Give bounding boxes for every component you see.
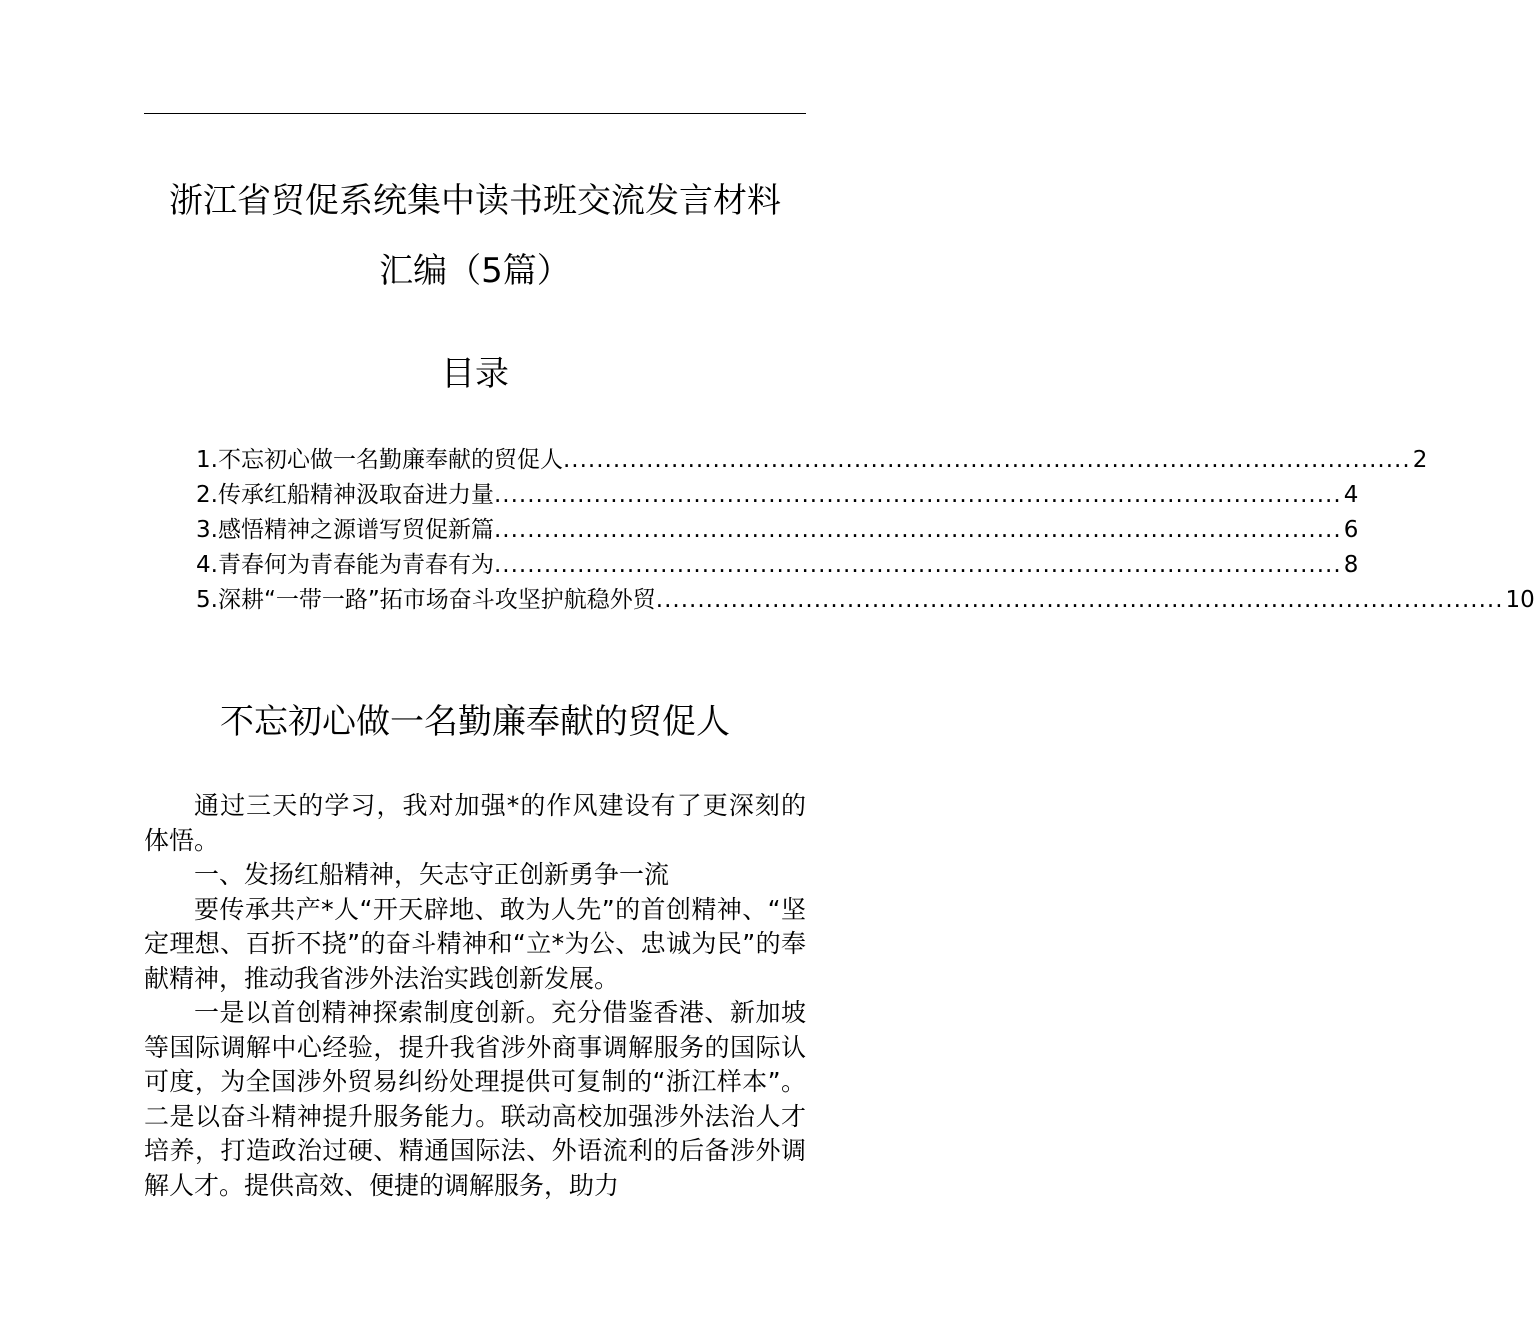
body-paragraph: 通过三天的学习，我对加强*的作风建设有了更深刻的体悟。 bbox=[144, 791, 806, 855]
toc-entry-title: 3.感悟精神之源谱写贸促新篇 bbox=[196, 517, 494, 543]
table-of-contents bbox=[196, 443, 1535, 618]
toc-entry[interactable] bbox=[196, 478, 1359, 513]
document-title-line-2: 汇编（5篇） bbox=[379, 251, 571, 291]
toc-entry-title: 4.青春何为青春能为青春有为 bbox=[196, 552, 494, 578]
toc-dot-leader: ...................................................................................................... bbox=[493, 482, 1342, 508]
toc-page-number: 2 bbox=[1412, 447, 1428, 473]
toc-entry[interactable] bbox=[196, 583, 1535, 618]
section-heading: 一、发扬红船精神，矢志守正创新勇争一流 bbox=[194, 860, 670, 889]
toc-dot-leader: ...................................................................................................... bbox=[562, 447, 1411, 473]
body-paragraph: 一是以首创精神探索制度创新。充分借鉴香港、新加坡等国际调解中心经验，提升我省涉外商事调解服务的国际认可度，为全国涉外贸易纠纷处理提供可复制的“浙江样本”。二是以奋斗精神提升服务能力。联动高校加强涉外法治人才培养，打造政治过硬、精通国际法、外语流利的后备涉外调解人才。提供高效、便捷的调解服务，助力 bbox=[144, 998, 806, 1200]
toc-page-number: 6 bbox=[1343, 517, 1359, 543]
toc-entry-title: 5.深耕“一带一路”拓市场奋斗攻坚护航稳外贸 bbox=[196, 587, 656, 613]
header-rule bbox=[144, 113, 806, 114]
toc-entry-title: 2.传承红船精神汲取奋进力量 bbox=[196, 482, 494, 508]
toc-entry[interactable] bbox=[196, 443, 1428, 478]
toc-dot-leader: ...................................................................................................... bbox=[493, 517, 1342, 543]
toc-entry-title: 1.不忘初心做一名勤廉奉献的贸促人 bbox=[196, 447, 563, 473]
body-paragraph: 要传承共产*人“开天辟地、敢为人先”的首创精神、“坚定理想、百折不挠”的奋斗精神和“立*为公、忠诚为民”的奉献精神，推动我省涉外法治实践创新发展。 bbox=[144, 894, 806, 993]
toc-dot-leader: ...................................................................................................... bbox=[655, 587, 1504, 613]
toc-heading: 目录 bbox=[441, 354, 509, 394]
article-body bbox=[144, 789, 806, 1203]
article-title: 不忘初心做一名勤廉奉献的贸促人 bbox=[220, 702, 730, 742]
document-title-line-1: 浙江省贸促系统集中读书班交流发言材料 bbox=[169, 181, 781, 221]
toc-page-number: 10 bbox=[1505, 587, 1535, 613]
toc-page-number: 8 bbox=[1343, 552, 1359, 578]
toc-entry[interactable] bbox=[196, 513, 1359, 548]
toc-dot-leader: ...................................................................................................... bbox=[493, 552, 1342, 578]
toc-page-number: 4 bbox=[1343, 482, 1359, 508]
toc-entry[interactable] bbox=[196, 548, 1359, 583]
